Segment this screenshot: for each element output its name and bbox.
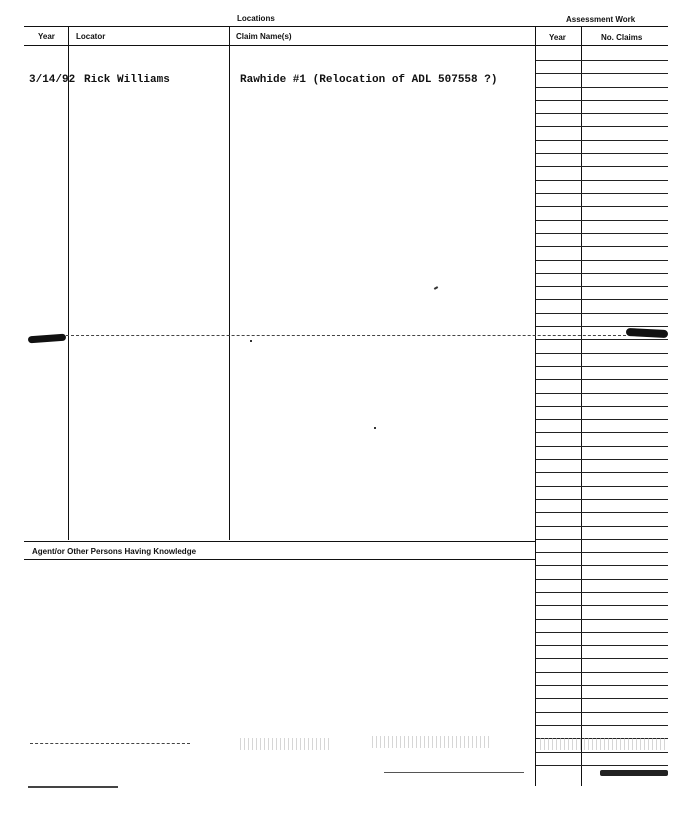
scan-speck bbox=[434, 286, 438, 290]
ledger-line bbox=[536, 565, 668, 566]
scan-speck bbox=[374, 427, 376, 429]
ledger-line bbox=[536, 725, 668, 726]
ledger-line bbox=[536, 140, 668, 141]
assessment-work-header: Assessment Work bbox=[566, 15, 636, 24]
ledger-line bbox=[536, 552, 668, 553]
ledger-line bbox=[536, 472, 668, 473]
entry-locator: Rick Williams bbox=[84, 74, 170, 86]
ledger-line bbox=[536, 366, 668, 367]
scan-noise bbox=[240, 738, 330, 750]
entry-date: 3/14/92 bbox=[29, 74, 76, 86]
ledger-line bbox=[536, 486, 668, 487]
fold-mark-left bbox=[28, 334, 66, 344]
year-column-header: Year bbox=[38, 32, 55, 41]
ledger-line bbox=[536, 220, 668, 221]
ledger-line bbox=[536, 393, 668, 394]
ledger-line bbox=[536, 113, 668, 114]
ledger-line bbox=[536, 579, 668, 580]
ledger-line bbox=[536, 632, 668, 633]
ledger-line bbox=[536, 206, 668, 207]
ledger-line bbox=[536, 273, 668, 274]
ledger-line bbox=[536, 339, 668, 340]
agent-section-bottom-rule bbox=[24, 559, 536, 560]
ledger-line bbox=[536, 605, 668, 606]
ledger-line bbox=[536, 60, 668, 61]
ledger-line bbox=[536, 246, 668, 247]
ledger-line bbox=[536, 260, 668, 261]
locations-header: Locations bbox=[237, 14, 275, 23]
fold-mark-right bbox=[626, 328, 668, 338]
ledger-line bbox=[536, 286, 668, 287]
ledger-line bbox=[536, 752, 668, 753]
agent-section-top-rule bbox=[24, 541, 536, 542]
scan-speck bbox=[250, 340, 252, 342]
ledger-line bbox=[536, 233, 668, 234]
ledger-line bbox=[536, 353, 668, 354]
ledger-line bbox=[536, 672, 668, 673]
header-top-rule bbox=[24, 26, 668, 27]
ledger-line bbox=[536, 499, 668, 500]
faint-line-right bbox=[384, 772, 524, 773]
ledger-line bbox=[536, 299, 668, 300]
scan-noise bbox=[372, 736, 492, 748]
ledger-line bbox=[536, 100, 668, 101]
ledger-line bbox=[536, 539, 668, 540]
ledger-line bbox=[536, 326, 668, 327]
ledger-line bbox=[536, 619, 668, 620]
ledger-line bbox=[536, 166, 668, 167]
ledger-line bbox=[536, 459, 668, 460]
faint-line-left bbox=[30, 743, 190, 744]
ledger-line bbox=[536, 432, 668, 433]
locator-column-header: Locator bbox=[76, 32, 106, 41]
divider-locator-claim bbox=[229, 26, 230, 540]
ledger-line bbox=[536, 765, 668, 766]
ledger-line bbox=[536, 419, 668, 420]
ledger-line bbox=[536, 193, 668, 194]
ledger-line bbox=[536, 379, 668, 380]
ledger-line bbox=[536, 87, 668, 88]
ledger-line bbox=[536, 153, 668, 154]
ledger-line bbox=[536, 126, 668, 127]
ledger-line bbox=[536, 592, 668, 593]
aw-year-column-header: Year bbox=[549, 33, 566, 42]
ledger-line bbox=[536, 658, 668, 659]
ledger-line bbox=[536, 685, 668, 686]
ledger-line bbox=[536, 73, 668, 74]
ledger-line bbox=[536, 712, 668, 713]
aw-no-claims-column-header: No. Claims bbox=[601, 33, 643, 42]
claim-names-column-header: Claim Name(s) bbox=[236, 32, 292, 41]
fold-line bbox=[66, 335, 626, 336]
ledger-line bbox=[536, 446, 668, 447]
ledger-line bbox=[536, 180, 668, 181]
ledger-line bbox=[536, 313, 668, 314]
ledger-line bbox=[536, 512, 668, 513]
ledger-line bbox=[536, 698, 668, 699]
divider-year-locator bbox=[68, 26, 69, 540]
agent-section-label: Agent/or Other Persons Having Knowledge bbox=[32, 547, 197, 556]
smudge-line bbox=[28, 786, 118, 788]
ledger-line bbox=[536, 406, 668, 407]
ledger-line bbox=[536, 645, 668, 646]
header-bottom-rule bbox=[24, 45, 668, 46]
entry-claim-name: Rawhide #1 (Relocation of ADL 507558 ?) bbox=[240, 74, 498, 86]
smudge-mark bbox=[600, 770, 668, 776]
ledger-line bbox=[536, 526, 668, 527]
scan-noise bbox=[540, 738, 668, 750]
